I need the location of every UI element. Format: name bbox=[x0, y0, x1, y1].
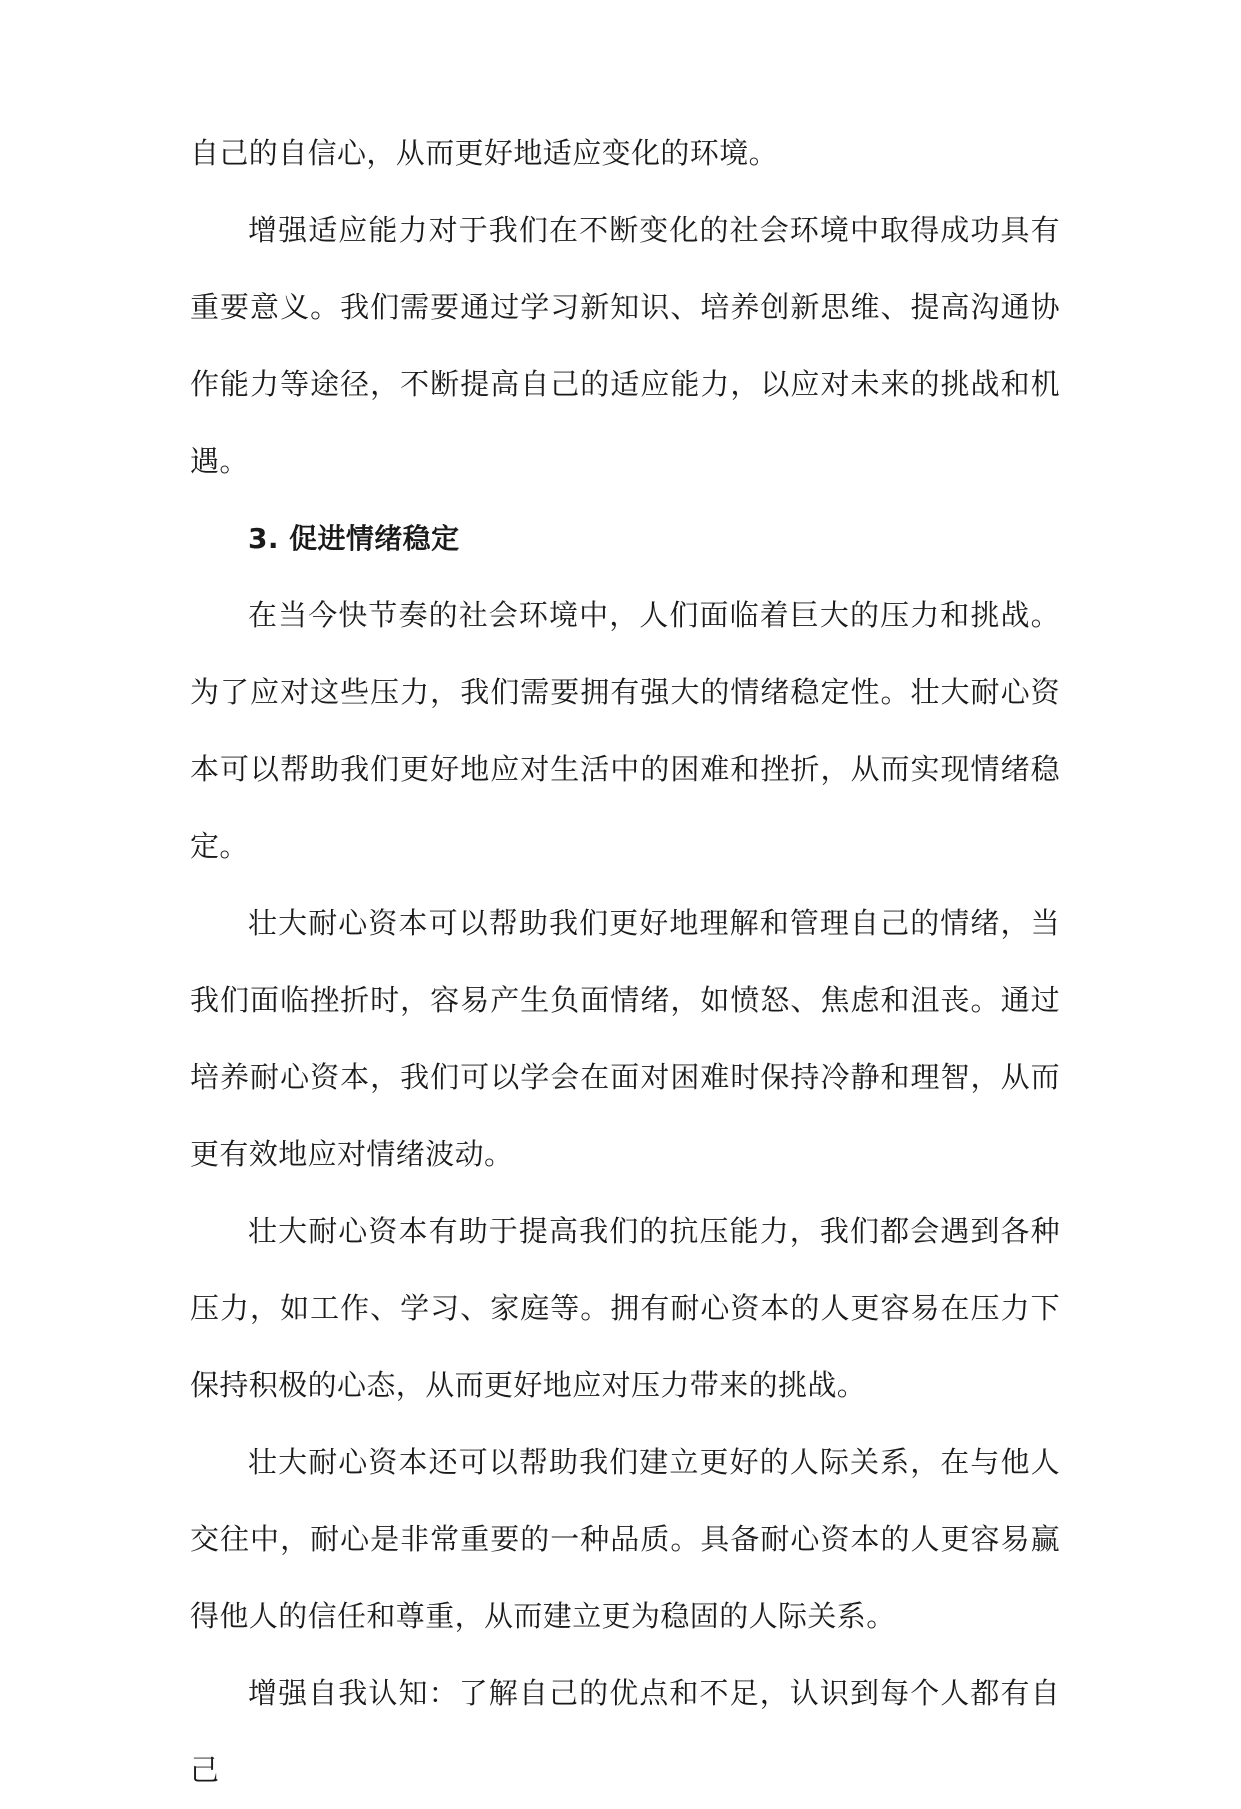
document-body bbox=[190, 115, 1060, 1809]
section-heading-emotional-stability: 3. 促进情绪稳定 bbox=[248, 522, 460, 555]
paragraph-self-awareness: 增强自我认知：了解自己的优点和不足，认识到每个人都有自己 bbox=[190, 1676, 1060, 1787]
paragraph-relationships: 壮大耐心资本还可以帮助我们建立更好的人际关系，在与他人交往中，耐心是非常重要的一种品质。具备耐心资本的人更容易赢得他人的信任和尊重，从而建立更为稳固的人际关系。 bbox=[190, 1445, 1060, 1633]
paragraph-stress-resistance: 壮大耐心资本有助于提高我们的抗压能力，我们都会遇到各种压力，如工作、学习、家庭等。拥有耐心资本的人更容易在压力下保持积极的心态，从而更好地应对压力带来的挑战。 bbox=[190, 1214, 1060, 1402]
paragraph-emotion-management: 壮大耐心资本可以帮助我们更好地理解和管理自己的情绪，当我们面临挫折时，容易产生负面情绪，如愤怒、焦虑和沮丧。通过培养耐心资本，我们可以学会在面对困难时保持冷静和理智，从而更有效地应对情绪波动。 bbox=[190, 906, 1060, 1171]
paragraph-adaptability: 增强适应能力对于我们在不断变化的社会环境中取得成功具有重要意义。我们需要通过学习新知识、培养创新思维、提高沟通协作能力等途径，不断提高自己的适应能力，以应对未来的挑战和机遇。 bbox=[190, 213, 1060, 478]
paragraph-pressure-intro: 在当今快节奏的社会环境中，人们面临着巨大的压力和挑战。为了应对这些压力，我们需要拥有强大的情绪稳定性。壮大耐心资本可以帮助我们更好地应对生活中的困难和挫折，从而实现情绪稳定。 bbox=[190, 598, 1060, 863]
paragraph-continuation: 自己的自信心，从而更好地适应变化的环境。 bbox=[190, 136, 779, 170]
